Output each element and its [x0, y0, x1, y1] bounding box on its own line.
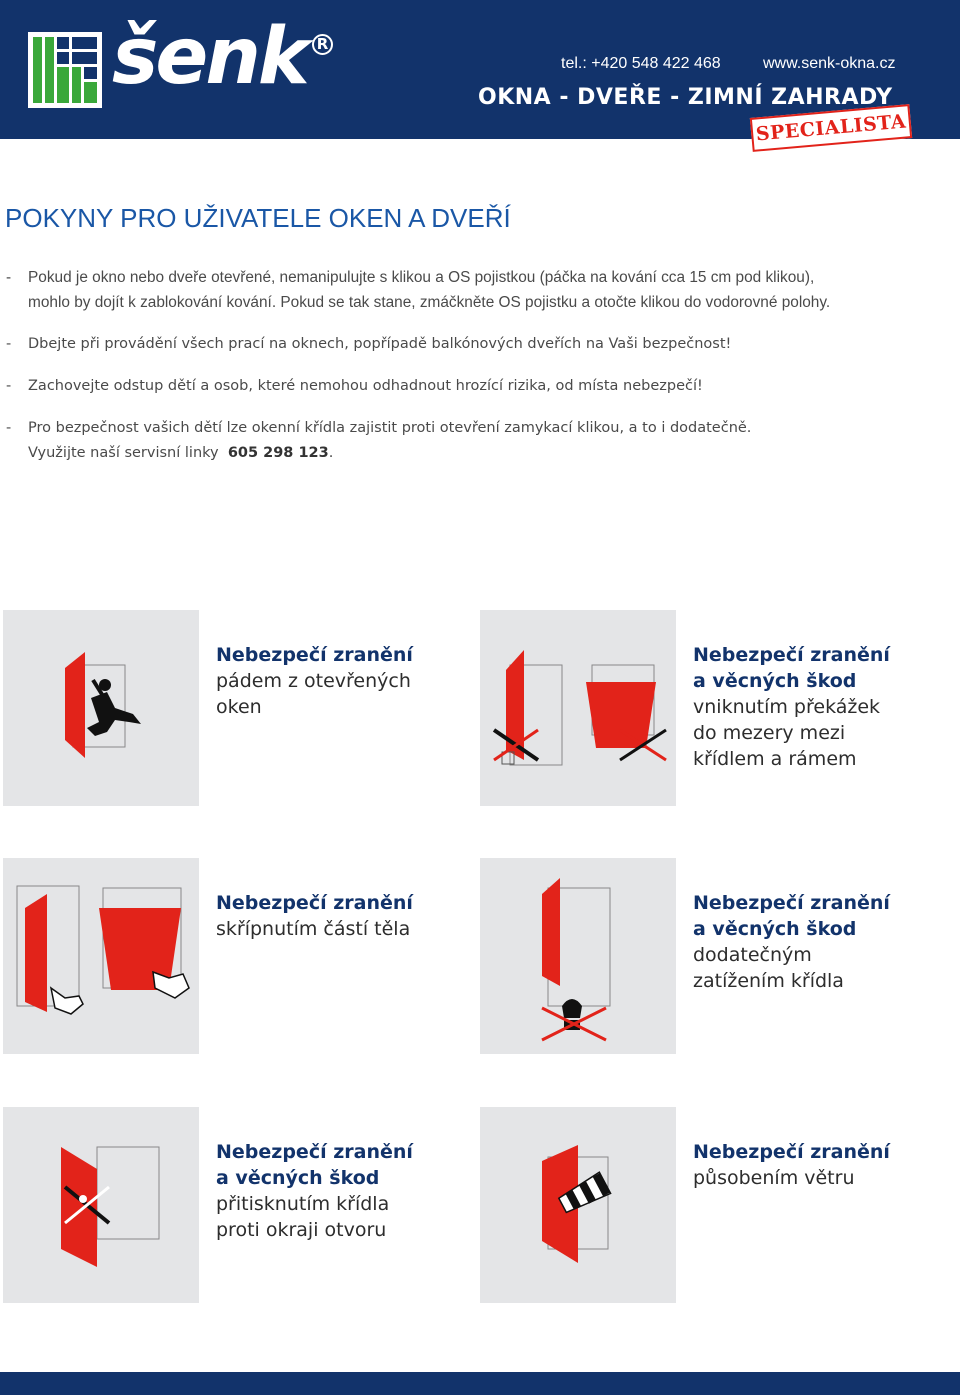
phone-number: tel.: +420 548 422 468: [561, 55, 721, 72]
page-title: POKYNY PRO UŽIVATELE OKEN A DVEŘÍ: [5, 203, 511, 233]
instruction-text: Dbejte při provádění všech prací na oknech, popřípadě balkónových dveřích na Vaši bezpečnost!: [28, 336, 732, 352]
pinched-hand-icon: [3, 858, 199, 1054]
instruction-line: Pokud je okno nebo dveře otevřené, nemanipulujte s klikou a OS pojistkou (páčka na kování cca 15 cm pod klikou),: [28, 269, 815, 286]
hazard-heading-2: a věcných škod: [216, 1167, 380, 1189]
hazard-tile: [480, 610, 676, 806]
hazard-text: působením větru: [693, 1167, 855, 1189]
instruction-item: [6, 332, 946, 357]
hazard-text: přitisknutím křídla proti okraji otvoru: [216, 1193, 390, 1241]
wind-icon: [480, 1107, 676, 1303]
hazard-heading: Nebezpečí zranění: [693, 1141, 890, 1163]
extra-load-icon: [480, 858, 676, 1054]
hazard-tile: [3, 858, 199, 1054]
instructions-list: [6, 265, 946, 466]
hazard-heading: Nebezpečí zranění: [693, 892, 890, 914]
hazard-heading: Nebezpečí zranění: [216, 892, 413, 914]
hazard-tile: [3, 1107, 199, 1303]
website-link[interactable]: www.senk-okna.cz: [763, 55, 896, 72]
header-banner: [0, 0, 960, 146]
instruction-text: Využijte naší servisní linky: [28, 445, 219, 461]
instruction-line: [28, 441, 946, 466]
hazard-text: skřípnutím částí těla: [216, 918, 411, 940]
instruction-text: Zachovejte odstup dětí a osob, které nemohou odhadnout hrozící rizika, od místa nebezpečí!: [28, 378, 703, 394]
falling-person-icon: [3, 610, 199, 806]
pressed-sash-icon: [3, 1107, 199, 1303]
list-dash: -: [6, 336, 12, 352]
service-phone: 605 298 123: [227, 445, 329, 461]
obstacle-in-gap-icon: [480, 610, 676, 806]
list-dash: -: [6, 269, 12, 286]
stamp-text: SPECIALISTA: [755, 110, 907, 146]
footer-bar: [0, 1372, 960, 1395]
hazard-caption: [693, 890, 893, 994]
hazard-heading-2: a věcných škod: [693, 918, 857, 940]
hazard-caption: [216, 642, 416, 720]
instruction-line: mohlo by dojít k zablokování kování. Pokud se tak stane, zmáčkněte OS pojistku a otočte klikou do vodorovné polohy.: [28, 294, 831, 311]
instruction-item: [6, 265, 946, 315]
specialista-stamp: [750, 104, 912, 152]
list-dash: -: [6, 378, 12, 394]
hazard-tile: [480, 1107, 676, 1303]
instruction-item: [6, 416, 946, 466]
hazard-text: dodatečným zatížením křídla: [693, 944, 844, 992]
tagline: OKNA - DVEŘE - ZIMNÍ ZAHRADY: [478, 85, 893, 110]
instruction-item: [6, 374, 946, 399]
registered-mark: R: [312, 34, 333, 55]
punctuation: .: [328, 445, 334, 461]
hazard-caption: [693, 642, 893, 772]
hazard-text: pádem z otevřených oken: [216, 670, 411, 718]
hazard-tile: [3, 610, 199, 806]
hazard-heading: Nebezpečí zranění: [216, 1141, 413, 1163]
brand-logo-text: šenk: [112, 12, 307, 102]
list-dash: -: [6, 420, 12, 436]
hazard-caption: [693, 1139, 893, 1191]
hazard-heading: Nebezpečí zranění: [693, 644, 890, 666]
instruction-line: Pro bezpečnost vašich dětí lze okenní křídla zajistit proti otevření zamykací klikou, a to i dodatečně.: [28, 420, 752, 436]
hazard-heading-2: a věcných škod: [693, 670, 857, 692]
hazard-text: vniknutím překážek do mezery mezi křídlem a rámem: [693, 696, 881, 770]
hazard-heading: Nebezpečí zranění: [216, 644, 413, 666]
logo-mark-icon: [28, 32, 102, 108]
hazard-tile: [480, 858, 676, 1054]
hazard-caption: [216, 890, 456, 942]
hazard-caption: [216, 1139, 416, 1243]
